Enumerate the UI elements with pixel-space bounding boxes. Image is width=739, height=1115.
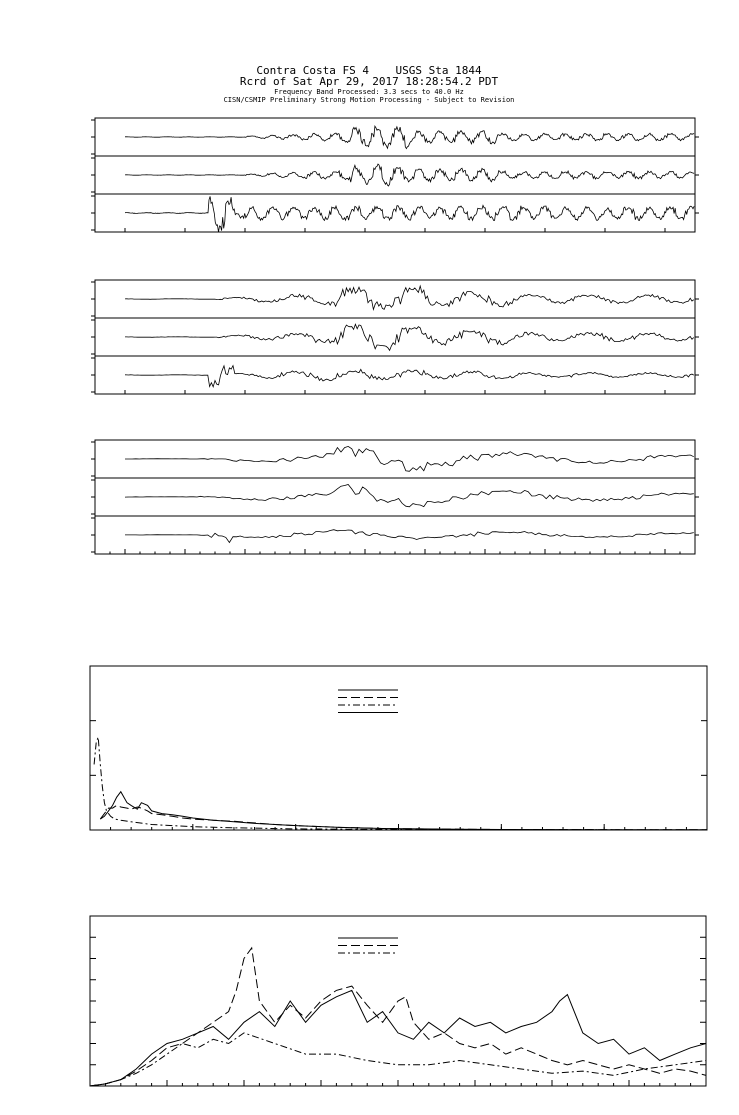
vel-waveform — [125, 324, 694, 350]
header-station: Contra Costa FS 4 USGS Sta 1844 — [256, 64, 482, 77]
header-frequency-band: Frequency Band Processed: 3.3 secs to 40.0 Hz — [274, 88, 464, 96]
series-line — [94, 737, 707, 830]
series-line — [90, 1033, 706, 1086]
series-line — [100, 792, 707, 830]
series-line — [90, 948, 706, 1086]
acc-waveform — [125, 196, 694, 232]
disp-waveform — [125, 446, 694, 471]
acc-waveform — [125, 164, 694, 186]
vel-waveform — [125, 366, 694, 387]
disp-waveform — [125, 485, 694, 507]
time-history-plots — [91, 118, 699, 554]
header-record-time: Rcrd of Sat Apr 29, 2017 18:28:54.2 PDT — [239, 75, 499, 88]
disp-group — [91, 440, 699, 554]
chart-frame — [90, 666, 707, 830]
series-line — [90, 990, 706, 1086]
vel-group — [91, 280, 699, 394]
vel-waveform — [125, 286, 694, 309]
header-processing-note: CISN/CSMIP Preliminary Strong Motion Processing - Subject to Revision — [223, 96, 515, 104]
acc-waveform — [125, 126, 694, 148]
disp-waveform — [125, 530, 694, 543]
velocity-fourier-spectrum-chart — [90, 916, 706, 1086]
acc-group — [91, 118, 699, 232]
report-header — [224, 64, 515, 104]
spectral-acceleration-chart — [90, 666, 707, 830]
